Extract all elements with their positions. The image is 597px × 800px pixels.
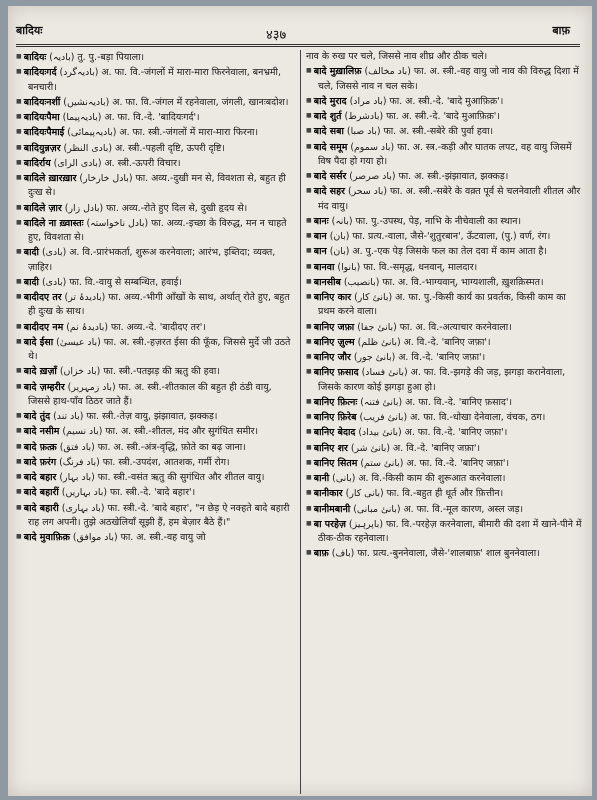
entry-definition: (بانئ فساد) अ. फा. वि.-झगड़े की जड़, झगड़ा करानेवाला, जिसके कारण कोई झगड़ा हुआ हो।: [318, 367, 566, 393]
dictionary-entry: [306, 169, 584, 184]
entry-headword: ■ बानिए फ़िरेब: [306, 412, 356, 423]
dictionary-entry: [16, 380, 294, 410]
entry-headword: ■ बादियःपैमा: [16, 112, 60, 123]
entry-definition: (باد تند) फा. स्त्री.-तेज़ वायु, झंझावात, झक्कड़।: [53, 411, 218, 422]
entry-definition: नाव के रुख पर चले, जिससे नाव शीघ्र और ठीक चले।: [306, 51, 488, 62]
entry-definition: (بانی کار) फा. वि.-बहुत ही धूर्त और फ़ित्तीन।: [345, 488, 504, 500]
entry-headword: ■ बादे बहारीं: [16, 487, 59, 498]
entry-headword: ■ बादे ईसा: [16, 337, 53, 348]
entry-definition: (بانی) अ. वि.-किसी काम की शुरूआत करनेवाला।: [332, 473, 506, 484]
entry-headword: ■ बादिले ना ख़्वास्तः: [16, 218, 84, 229]
dictionary-entry: [16, 65, 294, 95]
entry-headword: ■ बादी: [16, 277, 39, 288]
entry-definition: (باپرہیز) फा. वि.-परहेज़ करनेवाला, बीमारी की दशा में खाने-पीने में ठीक-ठीक रहनेवाला।: [318, 518, 582, 544]
entry-definition: (بانئ جفا) फा. अ. वि.-अत्याचार करनेवाला।: [357, 321, 512, 333]
entry-definition: (بادشرط) फा. अ. स्त्री.-दे. 'बादे मुआफ़िक़'।: [344, 111, 500, 122]
entry-definition: (باد بہاریں) फा. स्त्री.-दे. 'बादे बहार'।: [61, 487, 196, 499]
entry-headword: ■ बादे मुवाफ़िक़: [16, 532, 70, 543]
entry-definition: (بانئ بیداد) अ. फा. वि.-दे. 'बानिए जफ़ा'।: [358, 427, 508, 439]
dictionary-entry: [16, 156, 294, 171]
entry-definition: (باد عیسیٰ) फा. अ. स्त्री.-हज़रत ईसा की फूँक, जिससे मुर्दे जी उठते थे।: [28, 336, 291, 362]
entry-definition: (بادی النظر) अ. स्त्री.-पहली दृष्टि, ऊपरी दृष्टि।: [63, 142, 225, 154]
entry-headword: ■ बानीमबानी: [306, 504, 350, 515]
entry-definition: (بانوا) फा. वि.-समृद्ध, धनवान्, मालदार।: [337, 261, 478, 273]
entry-headword: ■ बादे फ़रंग: [16, 457, 56, 468]
dictionary-entry: [16, 501, 294, 531]
dictionary-entry: [16, 320, 294, 335]
entry-headword: ■ बानः: [306, 216, 329, 227]
dictionary-entry: [306, 64, 584, 94]
entry-headword: ■ बादे मुराद: [306, 96, 347, 107]
entry-headword: ■ बानवा: [306, 262, 334, 273]
entry-headword: ■ बादीदए नम: [16, 322, 63, 333]
entry-headword: ■ बानिए फ़साद: [306, 367, 359, 378]
entry-headword: ■ बादे फ़त्क़: [16, 442, 57, 453]
dictionary-entry: [306, 335, 584, 350]
dictionary-entry: [306, 260, 584, 275]
entry-headword: ■ बानी: [306, 473, 329, 484]
dictionary-entry: [306, 275, 584, 290]
entry-headword: ■ बाफ़: [306, 548, 329, 559]
entry-headword: ■ बादियुन्नज़र: [16, 143, 61, 154]
dictionary-entry: [306, 140, 584, 170]
entry-headword: ■ बादे नसीम: [16, 426, 59, 437]
entry-headword: ■ बान: [306, 231, 327, 242]
entry-headword: ■ बादीदए तर: [16, 292, 62, 303]
entry-headword: ■ बादिर्राय: [16, 158, 51, 169]
dictionary-entry: [306, 184, 584, 214]
dictionary-entry: [16, 455, 294, 470]
dictionary-entry: [16, 335, 294, 365]
dictionary-entry: [306, 94, 584, 109]
header-rule-double: [16, 46, 580, 47]
entry-definition: (بادی) फा. वि.-वायु से सम्बन्धित, हवाई।: [41, 276, 182, 288]
dictionary-page: [8, 6, 592, 796]
entry-definition: (باد مخالف) फा. अ. स्त्री.-वह वायु जो नाव की विरुद्ध दिशा में चले, जिससे नाव न चल सके।: [318, 66, 579, 92]
entry-definition: (باد بہاری) फा. स्त्री.-दे. 'बादे बहार', "न छेड़ ऐ नक्हते बादे बहारी राह लग अपनी। तुझे अठखेलियाँ सूझी हैं, हम बेज़ार बैठे हैं।": [28, 502, 290, 528]
dictionary-entry: [306, 290, 584, 320]
entry-headword: ■ बानिए फ़ित्नः: [306, 397, 357, 408]
dictionary-entry: [306, 502, 584, 517]
dictionary-entry: [306, 244, 584, 259]
entry-headword: ■ बानिए ज़ुल्म: [306, 337, 355, 348]
entry-definition: (باد خزاں) फा. स्त्री.-पतझड़ की ऋतु की हवा।: [59, 366, 220, 378]
dictionary-entry: [306, 425, 584, 440]
dictionary-entry: [16, 141, 294, 156]
entry-definition: (بانئ کار) अ. फा. पु.-किसी कार्य का प्रवर्तक, किसी काम का प्रथम करने वाला।: [318, 292, 566, 318]
entry-definition: (بانہ) फा. पु.-उपस्थ, पेड़, नाभि के नीचेवाली का स्थान।: [331, 215, 522, 227]
entry-headword: ■ बानिए जफ़ा: [306, 322, 354, 333]
entry-headword: ■ बादिले ज़ार: [16, 203, 62, 214]
page-header: [8, 10, 592, 44]
entry-headword: ■ बादे सर्सर: [306, 171, 346, 182]
dictionary-entry: [306, 320, 584, 335]
dictionary-entry: [306, 350, 584, 365]
entry-definition: (بان) अ. पु.-एक पेड़ जिसके फल का तेल दवा में काम आता है।: [329, 246, 547, 258]
entry-definition: (بادی الرای) अ. स्त्री.-ऊपरी विचार।: [53, 157, 181, 169]
entry-headword: ■ बादे बहारी: [16, 503, 59, 514]
header-right-guide-word: बाफ़: [552, 24, 570, 37]
dictionary-entry: [306, 229, 584, 244]
entry-definition: (بادل زار) फा. अव्य.-रोते हुए दिल से, दुखी हृदय से।: [64, 202, 248, 214]
entry-headword: ■ बादे ख़ज़ाँ: [16, 366, 57, 377]
entry-definition: (بانئ ظلم) अ. वि.-दे. 'बानिए जफ़ा'।: [357, 336, 491, 348]
entry-definition: (بانئ جور) अ. वि.-दे. 'बानिए जफ़ा'।: [353, 352, 486, 363]
entry-definition: (بادیہ‌پیمائی) अ. फा. स्त्री.-जंगलों में मारा-मारा फिरना।: [67, 127, 259, 139]
dictionary-entry: [306, 441, 584, 456]
entry-definition: (باد سحر) फा. अ. स्त्री.-सबेरे के वक़्त पूर्व से चलनेवाली शीतल और मंद वायु।: [318, 186, 581, 212]
dictionary-entry: [306, 486, 584, 501]
entry-headword: ■ बानीकार: [306, 488, 343, 499]
left-column: [16, 50, 294, 545]
dictionary-entry: [16, 290, 294, 320]
dictionary-entry: [16, 275, 294, 290]
dictionary-entry: [16, 216, 294, 246]
entry-headword: ■ बादे सहर: [306, 186, 345, 197]
dictionary-entry: [306, 50, 584, 64]
entry-definition: (بادیہ‌نشیں) अ. फा. वि.-जंगल में रहनेवाला, जंगली, खानःबदोश।: [63, 96, 289, 108]
dictionary-entry: [306, 517, 584, 547]
dictionary-entry: [306, 546, 584, 561]
entry-definition: (باد صبا) फा. अ. स्त्री.-सबेरे की पुर्वा हवा।: [346, 126, 494, 138]
dictionary-entry: [16, 470, 294, 485]
entry-definition: (باد سموم) फा. अ. स्त्र.-कड़ी और घातक लपट, वह वायु जिसमें विष पैदा हो गया हो।: [318, 141, 572, 167]
entry-headword: ■ बानिए शर: [306, 443, 348, 454]
entry-headword: ■ बादे शुर्त: [306, 111, 342, 122]
entry-definition: (باد مراد) फा. अ. स्त्री.-दे. 'बादे मुआफ़िक़'।: [349, 95, 504, 107]
entry-definition: (باد زمہریر) फा. अ. स्त्री.-शीतकाल की बहुत ही ठंडी वायु, जिससे हाथ-पाँव ठिठर जाते हैं।: [28, 381, 272, 407]
column-divider: [300, 50, 301, 794]
entry-headword: ■ बादी: [16, 247, 39, 258]
entry-definition: (بادیہ‌گرد) अ. फा. वि.-जंगलों में मारा-मारा फिरनेवाला, बनभ्रमी, बनचारी।: [28, 67, 281, 93]
entry-definition: (بادیہ‌پیما) अ. फा. वि.-दे. 'बादियःगर्द'।: [62, 112, 200, 123]
entry-definition: (باد فرنگ) फा. स्त्री.-उपदंश, आतशक, गर्मी रोग।: [59, 456, 230, 468]
dictionary-entry: [306, 124, 584, 139]
entry-definition: (بادیدۂ تر) फा. अव्य.-भीगी आँखों के साथ, अर्थात् रोते हुए, बहुत ही दुःख के साथ।: [28, 292, 290, 318]
entry-definition: (بادیہ) तु. पु.-बड़ा पियाला।: [49, 52, 145, 63]
dictionary-entry: [16, 95, 294, 110]
entry-headword: ■ बान: [306, 246, 327, 257]
dictionary-entry: [16, 409, 294, 424]
dictionary-entry: [16, 530, 294, 545]
entry-headword: ■ बानसीब: [306, 277, 341, 288]
right-column: [306, 50, 584, 562]
dictionary-entry: [16, 424, 294, 439]
entry-definition: (بانئ ستم) अ. फा. वि.-दे. 'बानिए जफ़ा'।: [360, 457, 510, 469]
entry-definition: (باف) फा. प्रत्य.-बुननेवाला, जैसे-'शालबाफ़' शाल बुननेवाला।: [331, 548, 540, 560]
entry-headword: ■ बानिए जौर: [306, 352, 351, 363]
dictionary-entry: [16, 440, 294, 455]
entry-definition: (بانئ شر) अ. वि.-दे. 'बानिए जफ़ा'।: [350, 442, 481, 454]
dictionary-entry: [16, 201, 294, 216]
entry-headword: ■ बादे तुंद: [16, 411, 50, 422]
entry-headword: ■ बादे सबा: [306, 126, 344, 137]
dictionary-entry: [16, 485, 294, 500]
entry-headword: ■ बानिए सितम: [306, 458, 357, 469]
dictionary-entry: [306, 109, 584, 124]
entry-headword: ■ बादिले ख़ारख़ार: [16, 173, 76, 184]
entry-headword: ■ बादे बहार: [16, 472, 56, 483]
dictionary-entry: [306, 395, 584, 410]
dictionary-entry: [306, 365, 584, 395]
entry-definition: (باد بہار) फा. स्त्री.-वसंत ऋतु की सुगंधित और शीतल वायु।: [59, 472, 265, 483]
dictionary-entry: [16, 125, 294, 140]
entry-headword: ■ बा परहेज़: [306, 519, 346, 530]
entry-definition: (باد موافق) फा. अ. स्त्री.-वह वायु जो: [72, 532, 206, 543]
dictionary-entry: [16, 364, 294, 379]
dictionary-entry: [306, 471, 584, 486]
entry-definition: (بانئ فتنہ) अ. फा. वि.-दे. 'बानिए फ़साद'।: [360, 396, 513, 408]
dictionary-entry: [306, 456, 584, 471]
entry-headword: ■ बादे ज़म्हरीर: [16, 382, 65, 393]
dictionary-entry: [16, 171, 294, 201]
entry-definition: (بادل ناخواستہ) फा. अव्य.-इच्छा के विरुद्ध, मन न चाहते हुए, विवशता से।: [28, 217, 287, 243]
entry-definition: (بانصیب) फा. अ. वि.-भाग्यवान्, भाग्यशाली, ख़ुशक़िस्मत।: [343, 276, 544, 288]
entry-definition: (بادی) अ. वि.-प्रारंभकर्ता, शुरूअ करनेवाला; आरंभ, इब्तिदा; व्यक्त, ज़ाहिर।: [28, 247, 276, 273]
header-rule: [16, 44, 580, 45]
entry-definition: (بانئ مبانی) अ. फा. वि.-मूल कारण, अस्ल जड़।: [353, 503, 524, 515]
entry-headword: ■ बादियःगर्द: [16, 67, 57, 78]
entry-headword: ■ बानिए बेदाद: [306, 427, 355, 438]
entry-headword: ■ बादियः: [16, 52, 46, 63]
entry-definition: (بانئ فریب) अ. फा. वि.-धोखा देनेवाला, वंचक, ठग।: [359, 412, 546, 423]
dictionary-entry: [306, 214, 584, 229]
entry-definition: (باد فتق) फा. अ. स्त्री.-अंत्र-वृद्धि, फ़ोते का बढ़ जाना।: [59, 441, 246, 453]
entry-headword: ■ बादे मुख़ालिफ़: [306, 66, 362, 77]
entry-definition: (بان) फा. प्रत्य.-वाला, जैसे-'शुतुरबान', ऊँटवाला, (पु.) वर्ण, रंग।: [329, 231, 551, 242]
entry-headword: ■ बादियःपैमाई: [16, 127, 64, 138]
header-left-guide-word: बादियः: [16, 24, 43, 37]
entry-headword: ■ बानिए कार: [306, 292, 351, 303]
entry-definition: (بادل خارخار) फा. अव्य.-दुखी मन से, विवशता से, बहुत ही दुःख से।: [28, 173, 286, 199]
entry-definition: (بادیدۂ نم) फा. अव्य.-दे. 'बादीदए तर'।: [66, 321, 206, 333]
entry-headword: ■ बादियःनशीं: [16, 97, 60, 108]
entry-definition: (باد صرصر) फा. अ. स्त्री.-झंझावात, झक्कड़।: [349, 171, 509, 182]
dictionary-entry: [306, 410, 584, 425]
dictionary-entry: [16, 245, 294, 275]
dictionary-entry: [16, 50, 294, 65]
entry-headword: ■ बादे समूम: [306, 142, 347, 153]
entry-definition: (باد نسیم) फा. अ. स्त्री.-शीतल, मंद और सुगंधित समीर।: [62, 426, 259, 438]
page-number: ४३७: [266, 28, 287, 43]
dictionary-entry: [16, 110, 294, 125]
